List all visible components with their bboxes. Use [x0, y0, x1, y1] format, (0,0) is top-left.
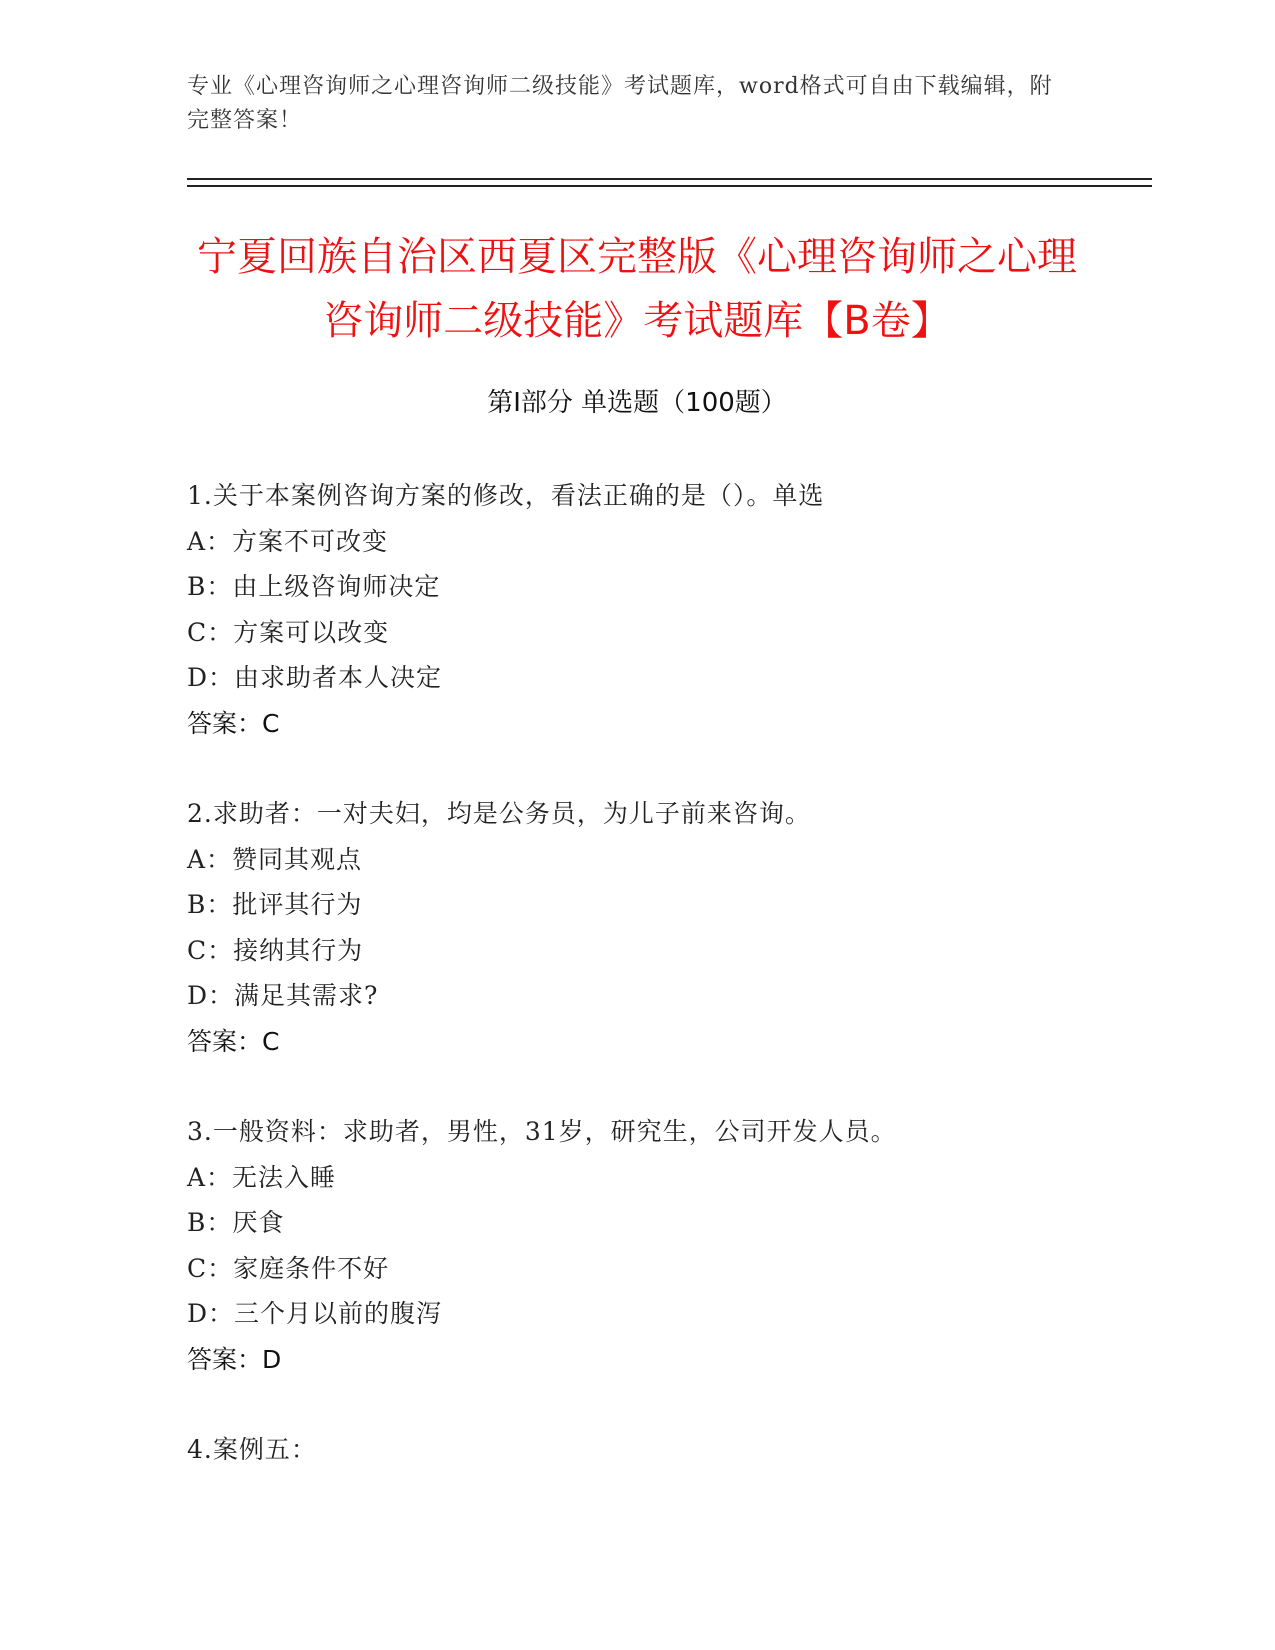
- option-c: C：家庭条件不好: [187, 1253, 390, 1283]
- option-d: D：满足其需求?: [187, 981, 379, 1010]
- answer: 答案：D: [187, 1344, 282, 1374]
- option-a: A：方案不可改变: [187, 526, 389, 556]
- option-a: A：赞同其观点: [187, 844, 363, 874]
- question-2: [187, 791, 1107, 1064]
- header-note: 专业《心理咨询师之心理咨询师二级技能》考试题库，word格式可自由下载编辑，附完整答案！: [187, 74, 1053, 133]
- question-stem: 3.一般资料：求助者，男性，31岁，研究生，公司开发人员。: [187, 1117, 897, 1146]
- option-d: D：由求助者本人决定: [187, 663, 443, 692]
- option-b: B：批评其行为: [187, 890, 363, 919]
- option-c: C：接纳其行为: [187, 935, 364, 965]
- answer: 答案：C: [187, 708, 280, 738]
- question-4: [187, 1427, 1107, 1473]
- question-1: [187, 473, 1107, 746]
- question-stem: 4.案例五：: [187, 1435, 317, 1464]
- option-b: B：厌食: [187, 1208, 285, 1237]
- header-divider-bottom: [187, 185, 1152, 187]
- option-c: C：方案可以改变: [187, 617, 390, 647]
- document-title: 宁夏回族自治区西夏区完整版《心理咨询师之心理咨询师二级技能》考试题库【B卷】: [197, 234, 1077, 344]
- option-d: D：三个月以前的腹泻: [187, 1299, 443, 1328]
- question-stem: 1.关于本案例咨询方案的修改，看法正确的是（）。单选: [187, 481, 825, 510]
- option-a: A：无法入睡: [187, 1162, 337, 1192]
- header-divider-top: [187, 178, 1152, 180]
- answer: 答案：C: [187, 1026, 280, 1056]
- option-b: B：由上级咨询师决定: [187, 572, 441, 601]
- question-stem: 2.求助者：一对夫妇，均是公务员，为儿子前来咨询。: [187, 799, 811, 828]
- section-title: 第Ⅰ部分 单选题（100题）: [487, 388, 787, 418]
- question-3: [187, 1109, 1107, 1382]
